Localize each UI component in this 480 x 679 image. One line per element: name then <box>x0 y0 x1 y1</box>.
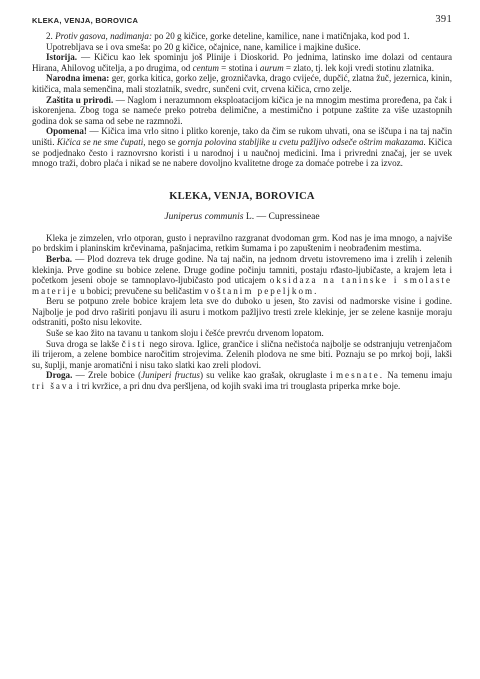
warning-heading: Opomena! <box>46 126 87 137</box>
harvest-heading: Berba. <box>46 253 73 264</box>
latin-name: Juniperus communis <box>164 210 244 222</box>
recipe-title: Protiv gasova, nadimanja: <box>55 31 152 41</box>
drug-latin: Juniperi fructus <box>141 370 200 381</box>
cleaning-text-1: Suva droga se lakše <box>46 338 122 349</box>
section-subtitle <box>32 211 452 222</box>
drying-paragraph: Suše se kao žito na tavanu u tankom sloju i češće prevrću drvenom lopatom. <box>46 328 324 339</box>
folk-names-paragraph <box>32 73 452 94</box>
drug-spaced-1: mesnate. <box>335 370 385 381</box>
history-text: — Kičicu kao lek spominju još Plinije i Dioskorid. Po jednima, latinsko ime dolazi od centaura Hirana, Ahilovog učitelja, a po drugima, od <box>32 52 452 73</box>
history-heading: Istorija. <box>46 52 78 63</box>
harvest-text-2: u bobici; prevučene su beličastim <box>77 285 205 296</box>
drug-text-2: ) su velike kao grašak, okruglaste i <box>199 370 336 381</box>
running-title: KLEKA, VENJA, BOROVICA <box>32 16 139 25</box>
cleaning-spaced: čisti <box>121 338 147 349</box>
history-latin-1: centum <box>192 62 219 73</box>
running-head <box>32 14 452 25</box>
protection-text: — Naglom i nerazumnom eksploatacijom kičica je na mnogim mestima proređena, pa čak i iskorenjena. Zbog toga se nameće preko potreba delimične, a mestimično i potpune zaštite za više uzastopnih godina dok se sama od sebe ne razmnoži. <box>32 94 452 126</box>
history-paragraph <box>32 52 452 73</box>
drug-heading: Droga. <box>46 370 73 381</box>
recipe-number: 2. <box>46 31 56 41</box>
warning-paragraph <box>32 126 452 168</box>
history-latin-2: aurum <box>259 62 284 73</box>
page-number: 391 <box>435 14 452 25</box>
family-name: L. — Cupressineae <box>243 210 320 222</box>
warning-text-2: nego se <box>145 136 179 147</box>
section-title: KLEKA, VENJA, BOROVICA <box>169 190 315 202</box>
drug-paragraph <box>32 370 452 391</box>
harvest-paragraph <box>32 254 452 296</box>
warning-text-1: — Kičica ima vrlo sitno i plitko korenje, tako da čim se rukom uhvati, ona se iščupa i na taj način uništi. <box>32 126 452 147</box>
history-text-mid: = stotina i <box>218 62 260 73</box>
harvest-spaced-2: voštanim pepeljkom. <box>204 285 319 296</box>
history-text-end: = zlato, tj. lek koji vredi stotinu zlatnika. <box>283 62 434 73</box>
harvest-spaced-1: oksidaza na taninske i smolaste materije <box>32 275 452 296</box>
folk-names-heading: Narodna imena: <box>46 73 110 84</box>
warning-italic-2: gornja polovina stabljike u cvetu pažljivo odseče oštrim makazama. <box>178 136 426 147</box>
drug-text-1: — Zrele bobice ( <box>72 370 142 381</box>
book-page <box>32 0 452 679</box>
recipe-text: po 20 g kičice, gorke deteline, kamilice, nane i matičnjaka, kod pod 1. <box>152 31 410 41</box>
folk-names-text: ger, gorka kitica, gorko zelje, grozničavka, drago cvijeće, dupčić, zlatna žuč, jezernica, kinin, kitičica, mala semenčina, mali stozlatnik, svedrc, sunčeni cvit, crvena kičica, crno zelje. <box>32 73 452 94</box>
cleaning-paragraph <box>32 339 452 371</box>
drug-spaced-2: tri šava <box>32 381 75 392</box>
harvest-text-1: — Plod dozreva tek druge godine. Na taj način, na jednom drvetu istovremeno ima i zrelih i zelenih klekinja. Prve godine su bobice zelene. Druge godine počinju tamniti, postaju rđasto-ljubičaste, a krajem leta i početkom jeseni obоje se tamnoplavo-ljubičasto pod uticajem <box>32 253 452 286</box>
protection-paragraph <box>32 95 452 127</box>
cleaning-text-2: nego sirova. Iglice, grančice i slična nečistoća najbolje se odstranjuju vetrenjačom ili trijerom, a zelene bombice naročitim strojevima. Zelenih plodova ne sme biti. Poznaju se po mrkoj boji, lakši su, šuplji, manje aromatični i nisu tako slatki kao zreli plodovi. <box>32 338 452 370</box>
drug-text-4: i tri kvržice, a pri dnu dva peršljena, od kojih svaki ima tri trouglasta priperka mrke boje. <box>74 381 401 392</box>
mixture-paragraph: Upotrebljava se i ova smeša: po 20 g kičice, očajnice, nane, kamilice i majkine dušice. <box>46 41 361 52</box>
drug-text-3: Na temenu imaju <box>384 370 453 381</box>
warning-italic-1: Kičica se ne sme čupati, <box>56 136 146 147</box>
picking-paragraph: Beru se potpuno zrele bobice krajem leta sve do duboko u jesen, što zavisi od nadmorske visine i godine. Najbolje je pod drvo raširiti ponjavu ili asuru i motkom pažljivo tresti zrele klekinje, jer se zelene kasnije moraju odstraniti, pošto nisu lekovite. <box>32 296 452 328</box>
protection-heading: Zaštita u prirodi. <box>46 94 114 105</box>
warning-text-3: Kičica se podjednako često i raznovrsno koristi i u narodnoj i u naučnoj medicini. Ima i privredni značaj, jer se uvek mnogo traži, dobro plaća i nikad se ne nabere dovoljno kvalitetne droge za domaće potrebe i za izvoz. <box>32 136 452 169</box>
recipe-paragraph <box>32 31 452 42</box>
intro-paragraph: Kleka je zimzelen, vrlo otporan, gusto i nepravilno razgranat dvodoman grm. Kod nas je ima mnogo, a najviše po brdskim i planinskim krčevinama, pašnjacima, retkim šumama i po zapuštenim i neobrađenim mestima. <box>32 232 452 254</box>
